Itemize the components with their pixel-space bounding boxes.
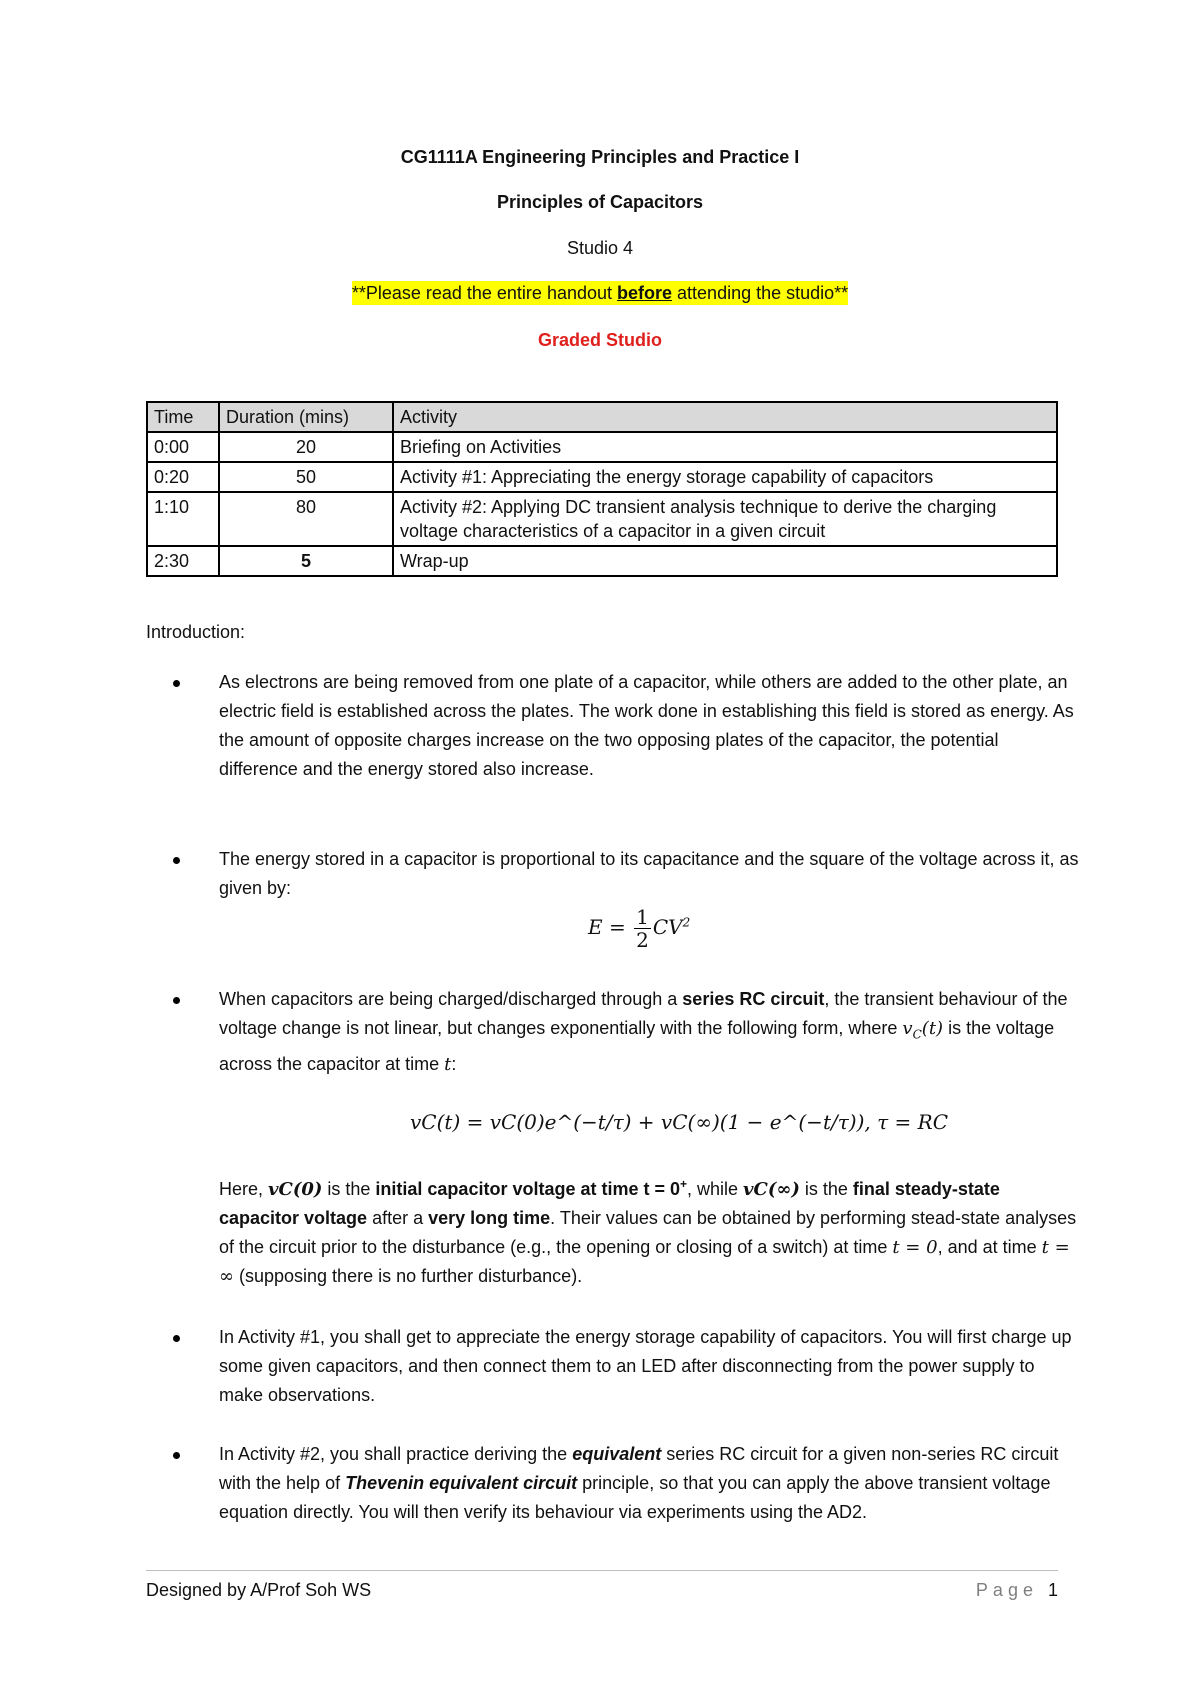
text-emphasis: Thevenin equivalent circuit xyxy=(345,1473,578,1493)
duration-cell: 50 xyxy=(219,462,393,492)
activity-cell: Briefing on Activities xyxy=(393,432,1057,462)
bullet-text: The energy stored in a capacitor is proportional to its capacitance and the square of the voltage across it, as given by: xyxy=(219,849,1079,898)
text-run: , and at time xyxy=(937,1237,1042,1257)
column-header: Time xyxy=(147,402,219,432)
explanation-text xyxy=(219,1170,1079,1291)
math-tinf: t = ∞ xyxy=(219,1237,1070,1287)
page-number: 1 xyxy=(1047,1580,1058,1600)
text-run: principle, so that you can apply the above transient voltage equation directly. You will then verify its behaviour via experiments using the AD2. xyxy=(219,1473,1051,1522)
transient-equation xyxy=(410,1110,948,1134)
text-bold: very long time xyxy=(428,1208,551,1228)
bullet-text: In Activity #1, you shall get to appreciate the energy storage capability of capacitors. You will first charge up some given capacitors, and then connect them to an LED after disconnecting from the power supply to make observations. xyxy=(219,1327,1072,1405)
time-cell: 0:20 xyxy=(147,462,219,492)
activity-cell: Activity #1: Appreciating the energy storage capability of capacitors xyxy=(393,462,1057,492)
bullet-icon xyxy=(173,1335,180,1342)
bullet-text: As electrons are being removed from one plate of a capacitor, while others are added to the other plate, an electric field is established across the plates. The work done in establishing this field is stored as energy. As the amount of opposite charges increase on the two opposing plates of the capacitor, the potential difference and the energy stored also increase. xyxy=(219,672,1074,779)
footer-divider xyxy=(146,1570,1058,1571)
studio-label: Studio 4 xyxy=(566,238,634,258)
schedule-table xyxy=(146,401,1058,577)
column-header: Duration (mins) xyxy=(219,402,393,432)
eq-lhs: E = xyxy=(588,915,633,939)
bullet-icon xyxy=(173,857,180,864)
reading-notice xyxy=(0,283,1200,304)
table-row xyxy=(147,546,1057,576)
math-v: v xyxy=(902,1018,913,1039)
math-vcinf: vC(∞) xyxy=(743,1179,800,1200)
math-vc0: vC(0) xyxy=(268,1179,323,1200)
text-run: . Their values can be obtained by performing stead-state analyses of the circuit prior to the disturbance (e.g., the opening or closing of a switch) at time xyxy=(219,1208,1077,1257)
time-cell: 0:00 xyxy=(147,432,219,462)
text-run: is the voltage across the capacitor at time xyxy=(219,1018,1055,1074)
eq-fraction xyxy=(634,906,651,951)
text-run: In Activity #2, you shall practice deriving the xyxy=(219,1444,573,1464)
text-bold: final steady-state capacitor voltage xyxy=(219,1179,1000,1228)
text-run: , the transient behaviour of the voltage change is not linear, but changes exponentially with the following form, where xyxy=(219,989,1068,1038)
math-plus: + xyxy=(680,1177,688,1191)
activity-cell: Activity #2: Applying DC transient analysis technique to derive the charging voltage characteristics of a capacitor in a given circuit xyxy=(393,492,1057,546)
duration-cell: 5 xyxy=(219,546,393,576)
text-run: is the xyxy=(799,1179,853,1199)
text-bold: series RC circuit xyxy=(682,989,825,1009)
topic-title: Principles of Capacitors xyxy=(496,192,704,212)
text-run: (supposing there is no further disturbance). xyxy=(234,1266,583,1286)
text-emphasis: equivalent xyxy=(572,1444,662,1464)
notice-emphasis: before xyxy=(617,283,673,303)
text-run: after a xyxy=(367,1208,429,1228)
bullet-icon xyxy=(173,997,180,1004)
math-t: t xyxy=(444,1053,452,1075)
course-title: CG1111A Engineering Principles and Practice I xyxy=(400,147,800,167)
footer-page xyxy=(976,1580,1058,1601)
text-run: is the xyxy=(322,1179,376,1199)
eq-rhs: CV xyxy=(652,915,683,939)
text-run: When capacitors are being charged/discharged through a xyxy=(219,989,683,1009)
text-run: , while xyxy=(687,1179,744,1199)
graded-label: Graded Studio xyxy=(537,330,662,350)
table-header-row xyxy=(147,402,1057,432)
column-header: Activity xyxy=(393,402,1057,432)
text-run: series RC circuit for a given non-series RC circuit with the help of xyxy=(219,1444,1059,1493)
energy-equation xyxy=(588,906,690,951)
text-bold: initial capacitor voltage at time t = 0 xyxy=(375,1179,680,1199)
table-row xyxy=(147,462,1057,492)
bullet-icon xyxy=(173,1452,180,1459)
page-label: Page xyxy=(975,1580,1038,1600)
time-cell: 1:10 xyxy=(147,492,219,546)
bullet-text: When capacitors are being charged/discharged through a series RC circuit, the transient behaviour of the voltage change is not linear, but changes exponentially with the following form, where $v_C(t)$ is the voltage across the capacitor at time t: xyxy=(219,989,1068,1075)
math-t0: t = 0 xyxy=(892,1237,938,1258)
math-sub: C xyxy=(912,1027,922,1042)
bullet-icon xyxy=(173,680,180,687)
math-t: t xyxy=(928,1018,937,1039)
text-run: Here, xyxy=(219,1179,269,1199)
text-run: : xyxy=(451,1053,457,1074)
footer-author: Designed by A/Prof Soh WS xyxy=(146,1580,372,1600)
duration-cell: 80 xyxy=(219,492,393,546)
introduction-heading: Introduction: xyxy=(146,622,246,642)
duration-cell: 20 xyxy=(219,432,393,462)
eq-numerator: 1 xyxy=(636,905,649,929)
table-row xyxy=(147,432,1057,462)
eq-denominator: 2 xyxy=(636,928,649,952)
time-cell: 2:30 xyxy=(147,546,219,576)
table-row xyxy=(147,492,1057,546)
notice-prefix: **Please read the entire handout xyxy=(351,283,618,303)
eq-exponent: 2 xyxy=(682,915,691,930)
bullet-text xyxy=(219,1440,1079,1527)
notice-suffix: attending the studio** xyxy=(672,283,849,303)
activity-cell: Wrap-up xyxy=(393,546,1057,576)
transient-equation-text: vC(t) = vC(0)e^(−t/τ) + vC(∞)(1 − e^(−t/τ)), τ = RC xyxy=(410,1110,948,1134)
